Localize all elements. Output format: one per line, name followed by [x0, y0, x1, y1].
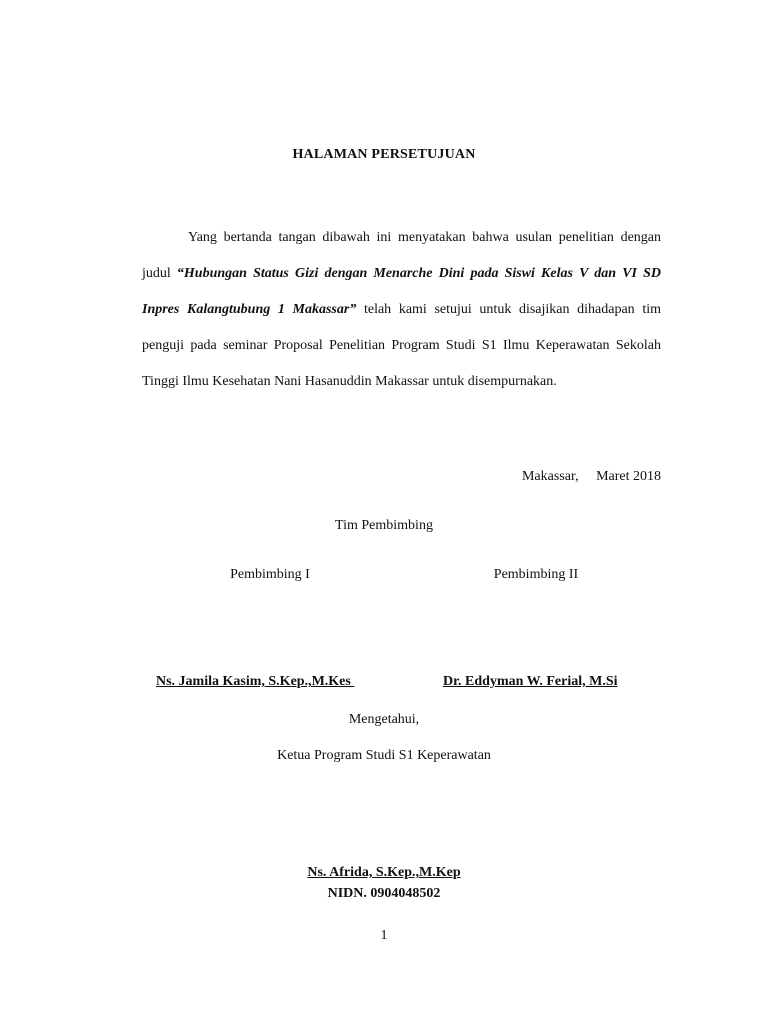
page-number: 1: [380, 928, 388, 943]
page-title: HALAMAN PERSETUJUAN: [292, 147, 476, 162]
advisor2-label: Pembimbing II: [493, 567, 579, 582]
advisor2-name: Dr. Eddyman W. Ferial, M.Si: [443, 674, 618, 689]
program-head-nidn: NIDN. 0904048502: [327, 886, 441, 901]
program-head-title: Ketua Program Studi S1 Keperawatan: [277, 748, 491, 763]
advisor1-name: Ns. Jamila Kasim, S.Kep.,M.Kes: [156, 674, 355, 689]
advisor-team-label: Tim Pembimbing: [335, 518, 433, 533]
program-head-name-row: [0, 865, 768, 881]
approval-paragraph: [142, 220, 661, 400]
paragraph-rest: telah kami setujui untuk disajikan dihadapan tim penguji pada seminar Proposal Penelitian Program Studi S1 Ilmu Keperawatan Sekolah Tinggi Ilmu Kesehatan Nani Hasanuddin Makassar untuk disempurnakan.: [142, 302, 661, 389]
program-head-name: Ns. Afrida, S.Kep.,M.Kep: [307, 865, 461, 880]
place-date: Makassar, Maret 2018: [521, 469, 661, 484]
paragraph-intro: Yang bertanda tangan dibawah ini menyatakan bahwa usulan penelitian dengan judul: [142, 230, 661, 281]
acknowledged-label: Mengetahui,: [348, 712, 420, 727]
advisor1-label: Pembimbing I: [230, 567, 310, 582]
research-title: “Hubungan Status Gizi dengan Menarche Dini pada Siswi Kelas V dan VI SD Inpres Kalangtubung 1 Makassar”: [142, 266, 662, 317]
